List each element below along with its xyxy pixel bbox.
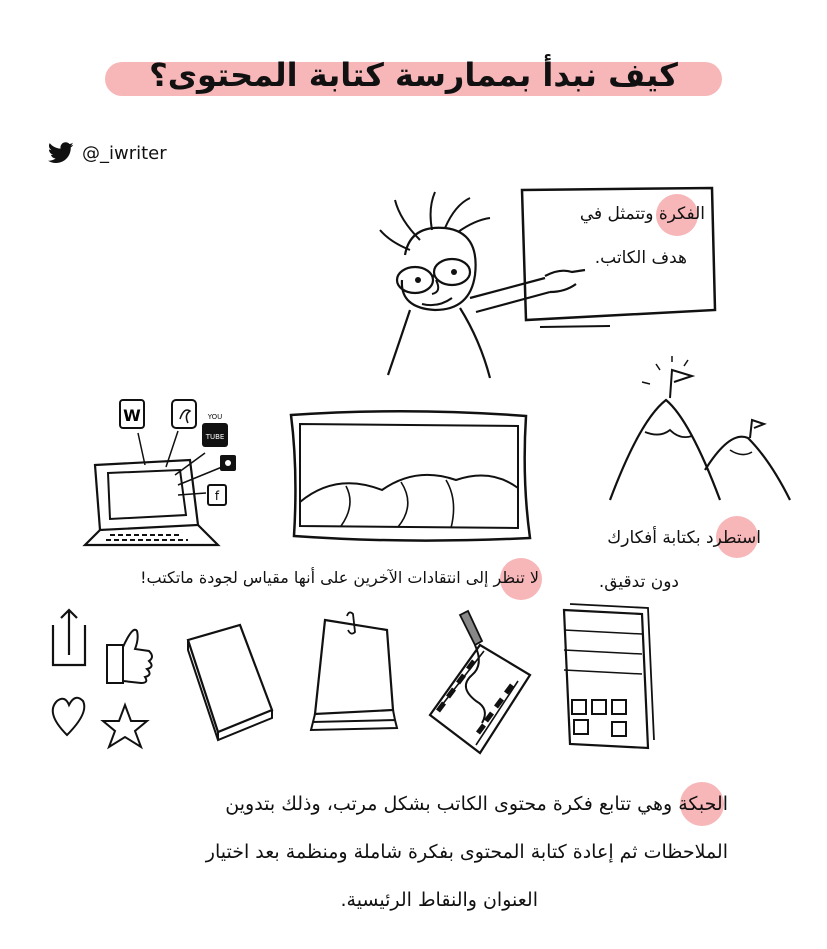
storyboard-illustration [556,600,666,755]
social-actions-illustration [45,605,160,750]
twitter-bird-icon [48,142,74,164]
youtube-you-label: YOU [207,413,223,421]
plot-line2: الملاحظات ثم إعادة كتابة المحتوى بفكرة شاملة ومنظمة بعد اختيار [205,841,728,863]
w-label: W [123,406,141,425]
paper-stack-illustration [305,610,405,740]
plot-line3: العنوان والنقاط الرئيسية. [340,889,538,911]
facebook-label: f [214,489,220,503]
plot-paragraph [60,780,728,924]
page-title: كيف نبدأ بممارسة كتابة المحتوى؟ [149,56,678,94]
criticism-text: لا تنظر إلى انتقادات الآخرين على أنها مقياس لجودة ماتكتب! [140,568,539,587]
title-block [105,52,722,98]
plot-line1: الحبكة وهي تتابع فكرة محتوى الكاتب بشكل مرتب، وذلك بتدوين [225,793,728,815]
youtube-tube-label: TUBE [205,433,225,441]
handle-text: @_iwriter [82,142,167,164]
laptop-apps-illustration [80,395,255,560]
freewrite-text-line2: دون تدقيق. [598,572,679,592]
board-text-line2: هدف الكاتب. [594,248,687,268]
twitter-handle [48,140,167,166]
landscape-frame-illustration [286,410,536,550]
film-strip-illustration [420,605,540,755]
book-illustration [180,620,280,740]
freewrite-text-line1: استطرد بكتابة أفكارك [607,528,761,548]
mountains-flag-illustration [600,360,800,520]
board-text-line1: الفكرة وتتمثل في [579,204,705,224]
